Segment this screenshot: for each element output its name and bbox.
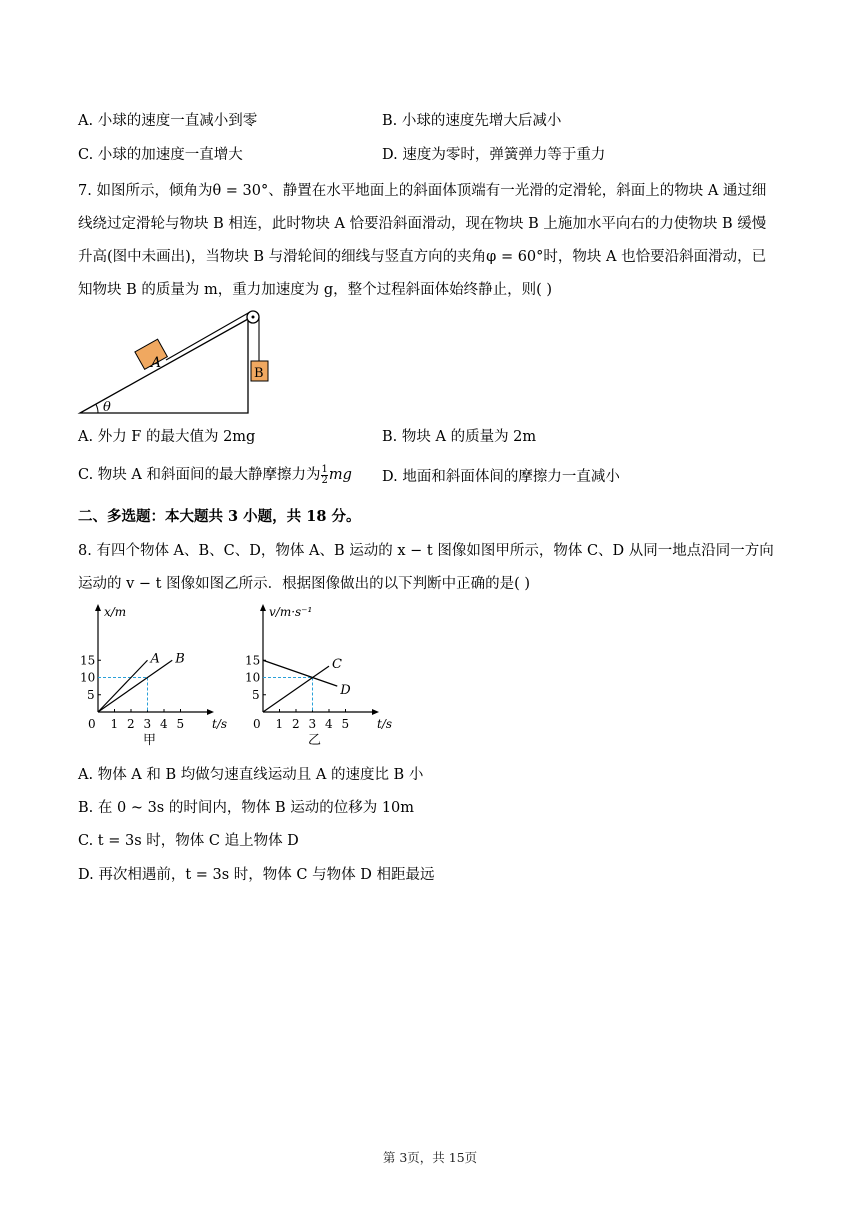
q7-stem-line2: 线绕过定滑轮与物块 B 相连，此时物块 A 恰要沿斜面滑动，现在物块 B 上施加水平向右的力使物块 B 缓慢 (78, 216, 767, 232)
string-incline (166, 312, 250, 360)
chart0-ytick-label: 10 (80, 670, 96, 685)
q6-option-a: A. 小球的速度一直减小到零 (78, 113, 258, 129)
chart1-xlabel: t/s (377, 717, 393, 731)
q7-option-c-prefix: C. 物块 A 和斜面间的最大静摩擦力为 (78, 467, 321, 483)
chart0-series-B (98, 660, 172, 712)
q6-option-c: C. 小球的加速度一直增大 (78, 147, 243, 163)
incline-figure (70, 305, 290, 420)
q8-option-a: A. 物体 A 和 B 均做匀速直线运动且 A 的速度比 B 小 (78, 767, 424, 783)
block-b-label: B (254, 366, 264, 381)
chart1-xtick-label: 5 (341, 717, 350, 731)
chart1-xtick-label: 0 (253, 717, 261, 731)
chart1-ylabel: v/m·s⁻¹ (269, 605, 313, 619)
chart1-y-arrow (260, 604, 266, 611)
chart0-ytick-label: 5 (87, 687, 95, 702)
angle-label: θ (103, 400, 111, 415)
q7-stem-line1: 7. 如图所示，倾角为θ = 30°、静置在水平地面上的斜面体顶端有一光滑的定滑轮，斜面上的物块 A 通过细 (78, 183, 767, 199)
q8-option-d: D. 再次相遇前，t = 3s 时，物体 C 与物体 D 相距最远 (78, 867, 435, 883)
q7-option-d: D. 地面和斜面体间的摩擦力一直减小 (382, 469, 620, 485)
chart0-series-A (98, 660, 148, 712)
chart0-series-label-A: A (150, 651, 160, 667)
q8-option-b: B. 在 0 ~ 3s 的时间内，物体 B 运动的位移为 10m (78, 800, 415, 816)
chart1-ytick-label: 10 (245, 670, 261, 685)
chart1-ytick-label: 15 (245, 653, 261, 668)
q7-stem-line4: 知物块 B 的质量为 m，重力加速度为 g，整个过程斜面体始终静止，则( ) (78, 282, 553, 298)
section-heading: 二、多选题：本大题共 3 小题，共 18 分。 (78, 508, 361, 525)
q8-stem-line1: 8. 有四个物体 A、B、C、D，物体 A、B 运动的 x − t 图像如图甲所示，物体 C、D 从同一地点沿同一方向 (78, 543, 774, 559)
chart1-xtick-label: 2 (292, 717, 300, 731)
chart0-caption: 甲 (143, 733, 157, 748)
q8-stem-line2: 运动的 v − t 图像如图乙所示．根据图像做出的以下判断中正确的是( ) (78, 576, 531, 592)
chart1-series-label-C: C (332, 657, 342, 673)
q7-stem-line3: 升高(图中未画出)，当物块 B 与滑轮间的细线与竖直方向的夹角φ = 60°时，物块 A 也恰要沿斜面滑动，已 (78, 249, 767, 265)
chart1-series-C (263, 666, 329, 712)
fraction: $\frac{1}{2}$ (321, 463, 328, 486)
chart1-xtick-label: 3 (308, 717, 317, 731)
q6-option-d: D. 速度为零时，弹簧弹力等于重力 (382, 147, 606, 163)
motion-graphs (70, 600, 400, 750)
chart0-series-label-B: B (175, 651, 185, 667)
chart0-x-arrow (207, 709, 214, 715)
chart1-series-label-D: D (340, 683, 351, 699)
angle-arc (96, 405, 98, 414)
q7-option-b: B. 物块 A 的质量为 2m (382, 429, 537, 445)
chart0-ylabel: x/m (104, 605, 127, 619)
chart0-xtick-label: 0 (88, 717, 96, 731)
chart1-ytick-label: 5 (252, 687, 260, 702)
chart1-xtick-label: 1 (275, 717, 284, 731)
chart0-xlabel: t/s (212, 717, 228, 731)
chart0-xtick-label: 3 (143, 717, 152, 731)
block-a-label: A (151, 355, 162, 371)
q6-option-b: B. 小球的速度先增大后减小 (382, 113, 562, 129)
chart0-xtick-label: 4 (160, 717, 168, 731)
q7-option-c (78, 464, 352, 486)
chart0-xtick-label: 5 (176, 717, 185, 731)
q7-option-c-suffix: mg (328, 467, 352, 483)
chart1-series-D (263, 660, 337, 686)
q8-option-c: C. t = 3s 时，物体 C 追上物体 D (78, 833, 299, 849)
chart0-xtick-label: 1 (110, 717, 119, 731)
chart0-xtick-label: 2 (127, 717, 135, 731)
chart1-x-arrow (372, 709, 379, 715)
page-footer: 第 3页，共 15页 (382, 1150, 478, 1165)
chart0-y-arrow (95, 604, 101, 611)
q7-option-a: A. 外力 F 的最大值为 2mg (78, 429, 256, 445)
chart1-xtick-label: 4 (325, 717, 333, 731)
chart1-caption: 乙 (308, 733, 322, 748)
chart0-ytick-label: 15 (80, 653, 96, 668)
incline-body (80, 319, 248, 413)
